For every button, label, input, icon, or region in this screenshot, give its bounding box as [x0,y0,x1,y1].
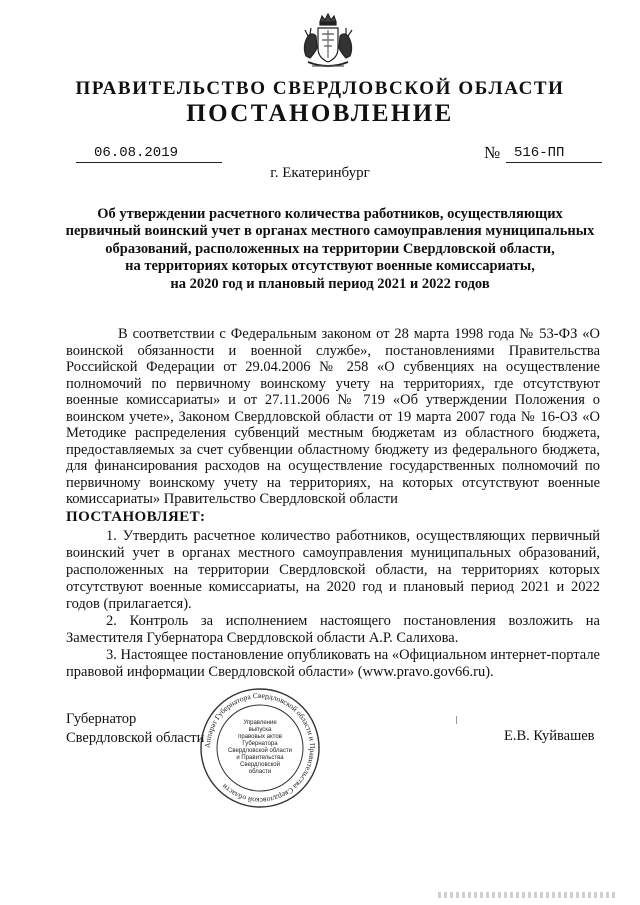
resolution-item-3: 3. Настоящее постановление опубликовать на «Официальном интернет-портале правовой информации Свердловской области» (www.pravo.gov66.ru). [66,647,600,680]
stamp-center-line: Губернатора [242,741,278,747]
footer-scan-line [438,892,618,898]
resolves-label: ПОСТАНОВЛЯЕТ: [66,509,206,525]
heading-line: образований, расположенных на территории Свердловской области, [105,240,555,257]
stamp-center-line: Управление [243,720,277,726]
stamp-center-line: выпуска [248,727,272,733]
stamp-center-line: и Правительства [236,755,284,761]
stamp-ring-text: Аппарат Губернатора Свердловской области и Правительства Свердловской области [202,690,318,806]
heading-line: на 2020 год и плановый период 2021 и 2022 годов [170,275,490,292]
preamble-paragraph: В соответствии с Федеральным законом от 28 марта 1998 года № 53-ФЗ «О воинской обязанности и военной службе», постановлениями Правительства Российской Федерации от 29.04.2006 № 258 «О субвенциях на осуществление полномочий по первичному воинскому учету на территориях, где отсутствуют военные комиссариаты» и от 27.11.2006 № 719 «Об утверждении Положения о воинском учете», Законом Свердловской области от 19 марта 2007 года № 16-ОЗ «О Методике распределения субвенций местным бюджетам из областного бюджета, предоставляемых за счет субвенции областному бюджету из федерального бюджета, для финансирования расходов на осуществление государственных полномочий по первичному воинскому учету на территориях, на которых отсутствуют военные комиссариаты» Правительство Свердловской области [66,326,600,507]
stamp-center-line: правовых актов [238,734,282,740]
heading-line: первичный воинский учет в органах местного самоуправления муниципальных [65,223,595,240]
signatory-position-line: Губернатор [66,711,137,727]
document-number: 516-ПП [506,146,602,163]
coat-of-arms-icon [296,12,360,76]
resolution-item-2: 2. Контроль за исполнением настоящего постановления возложить на Заместителя Губернатора Свердловской области А.Р. Салихова. [66,613,600,646]
official-stamp [198,686,322,810]
document-date: 06.08.2019 [76,146,222,163]
resolution-item-1: 1. Утвердить расчетное количество работников, осуществляющих первичный воинский учет в органах местного самоуправления муниципальных образований, расположенных на территории Свердловской области, на территориях которых отсутствуют военные комиссариаты, на 2020 год и плановый период 2021 и 2022 годов (прилагается). [66,528,600,612]
document-type: ПОСТАНОВЛЕНИЕ [186,100,454,127]
scan-mark [456,716,457,724]
number-sign: № [484,143,501,162]
resolution-items [66,528,600,681]
stamp-center-line: области [248,769,272,775]
heading-line: на территориях которых отсутствуют военные комиссариаты, [125,258,535,275]
signatory-name: Е.В. Куйвашев [504,728,595,744]
government-title: ПРАВИТЕЛЬСТВО СВЕРДЛОВСКОЙ ОБЛАСТИ [75,78,565,99]
heading-line: Об утверждении расчетного количества работников, осуществляющих [97,206,563,222]
stamp-center-line: Свердловской [240,762,280,768]
city: г. Екатеринбург [270,165,370,181]
document-heading [60,206,600,293]
signatory-position-line: Свердловской области [66,729,205,746]
signatory-position [66,710,204,747]
stamp-center-line: Свердловской области [227,748,293,754]
